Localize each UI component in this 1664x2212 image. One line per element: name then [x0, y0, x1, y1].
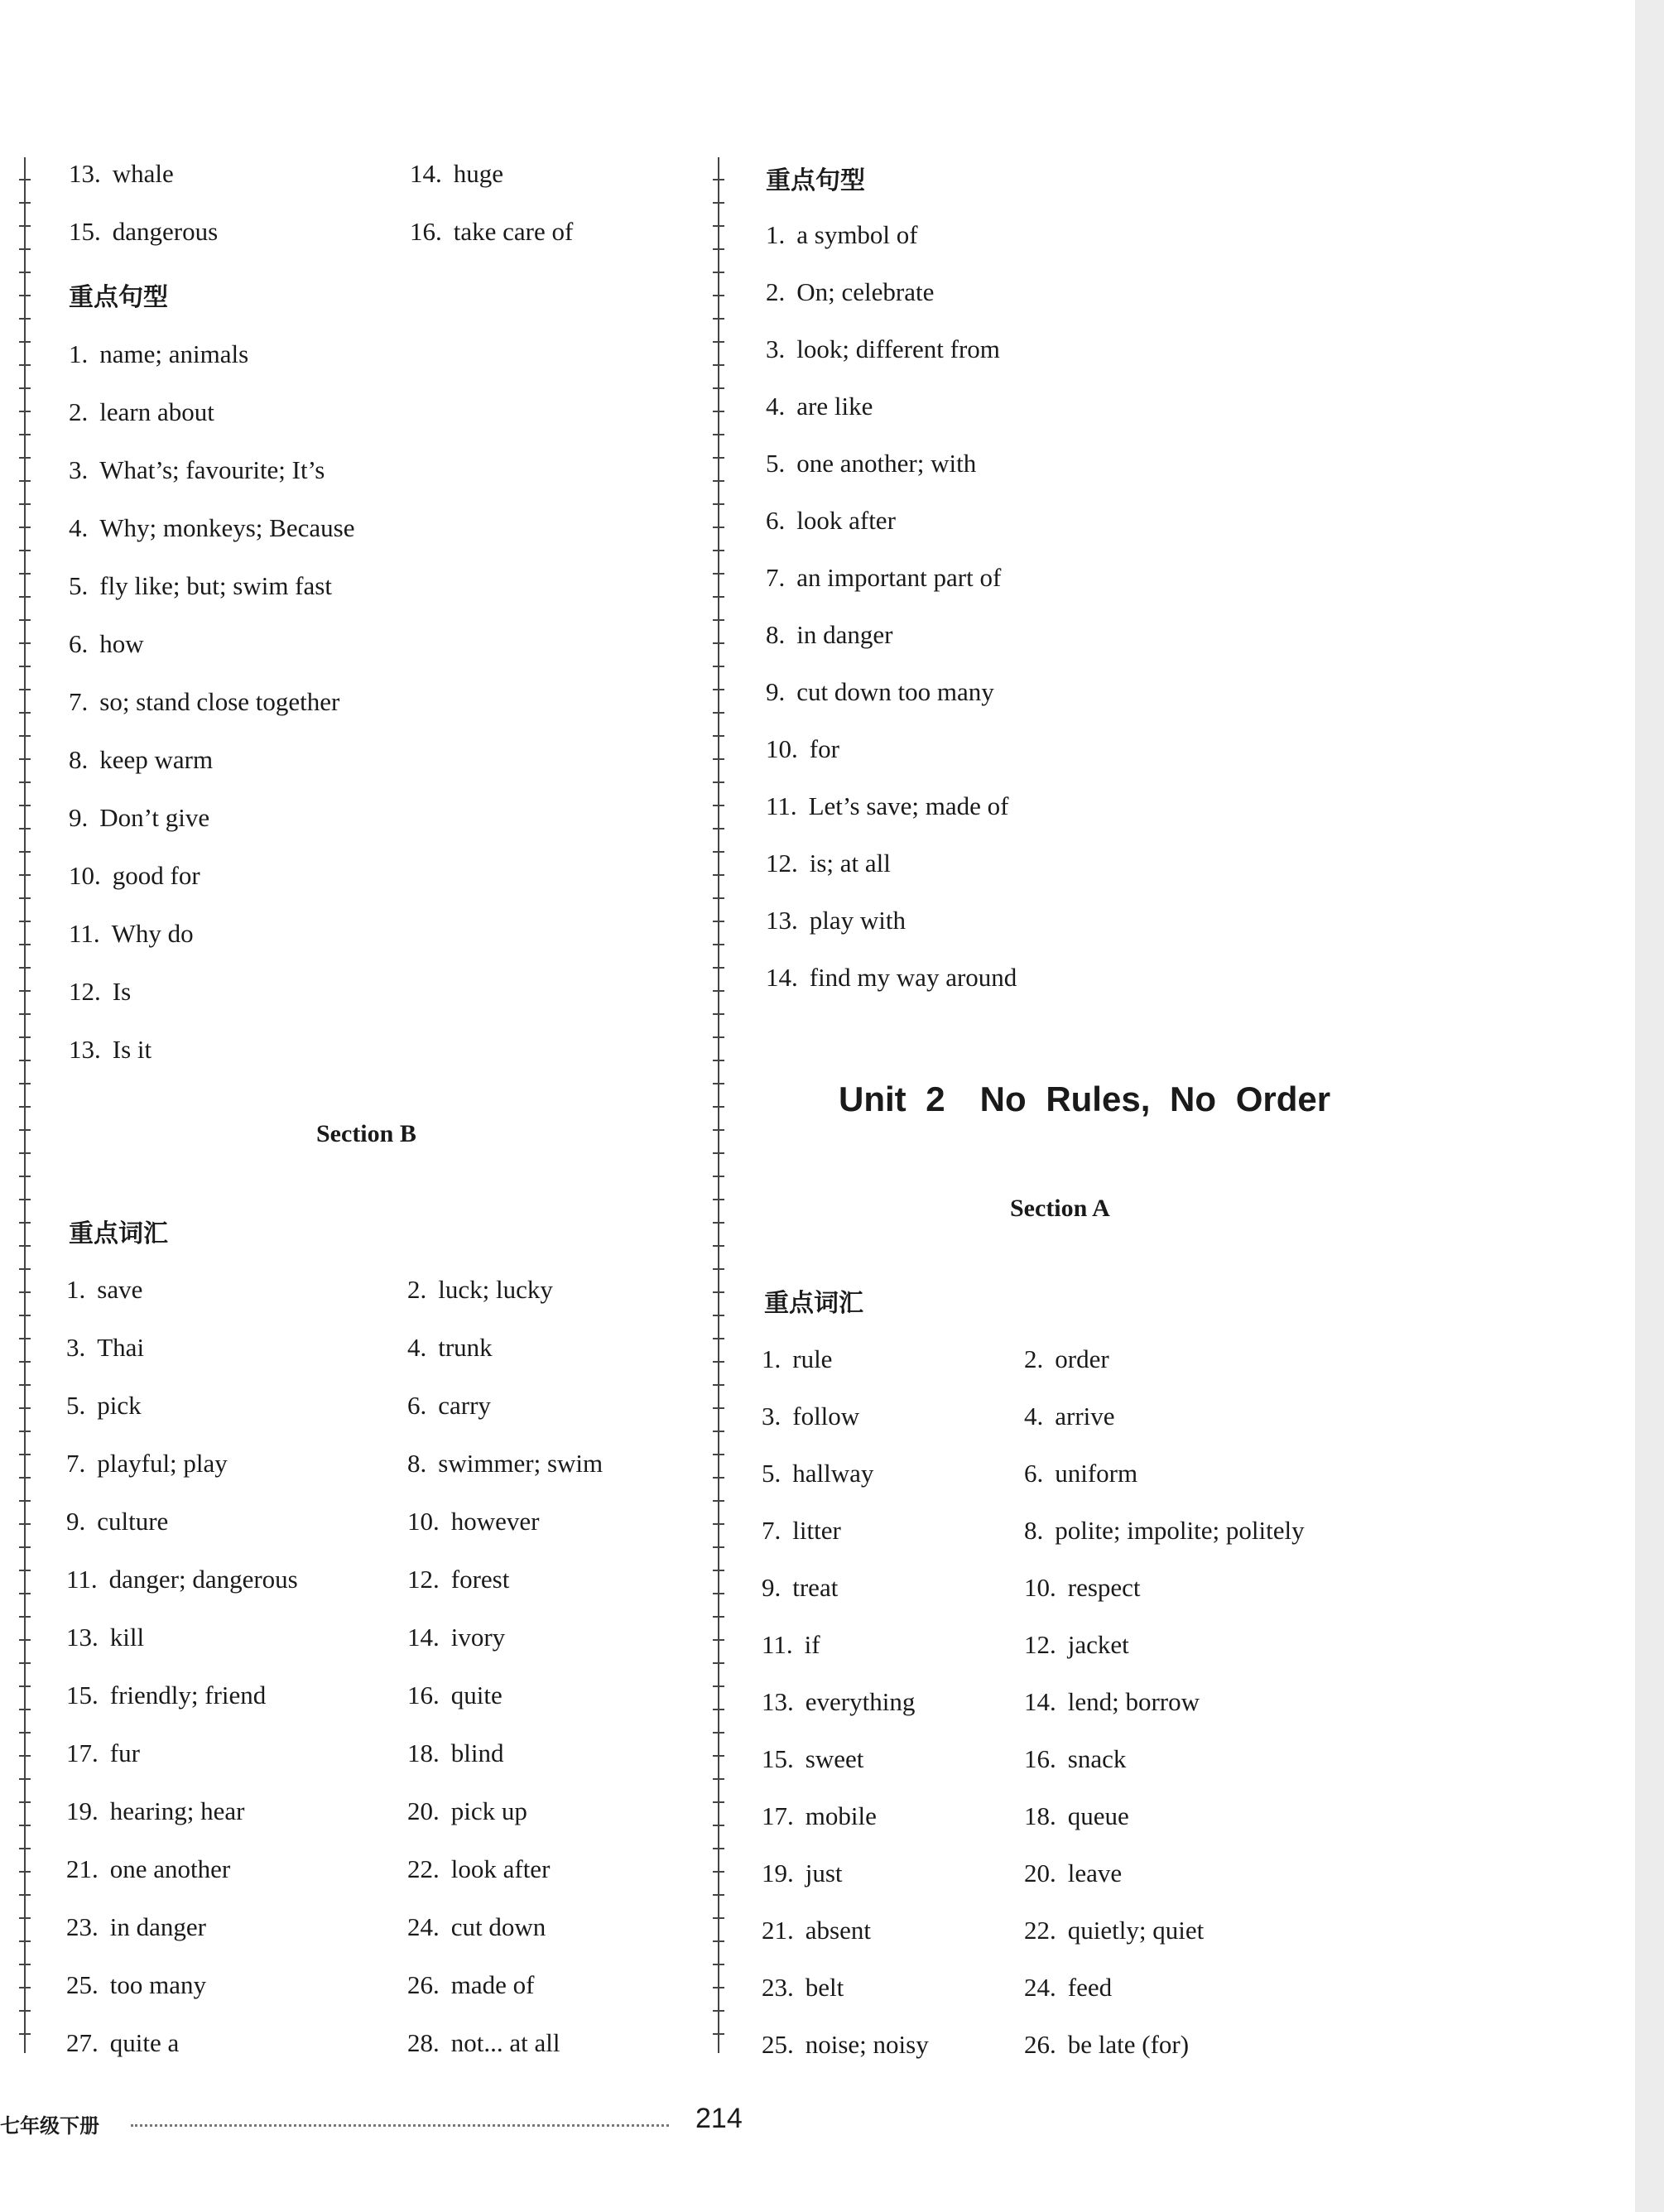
- answer-text: lend; borrow: [1067, 1687, 1200, 1716]
- answer-number: 19.: [762, 1859, 794, 1887]
- sentence-item: [766, 618, 892, 652]
- answer-text: belt: [805, 1973, 844, 2002]
- vocab-item: [66, 1505, 168, 1538]
- answer-number: 11.: [66, 1565, 98, 1594]
- vocab-item: [762, 1914, 871, 1947]
- vocab-item: [762, 2028, 929, 2061]
- answer-number: 10.: [766, 734, 798, 763]
- answer-text: On; celebrate: [796, 277, 935, 306]
- answer-number: 17.: [762, 1801, 794, 1830]
- vocab-item: [66, 2027, 179, 2060]
- vocab-item: [762, 1857, 843, 1890]
- answer-number: 13.: [69, 1035, 101, 1064]
- sentence-item: [766, 733, 839, 766]
- answer-number: 2.: [407, 1275, 427, 1304]
- vocab-item: [1024, 1400, 1115, 1433]
- answer-text: look after: [450, 1854, 551, 1883]
- sentence-item: [766, 447, 976, 480]
- answer-text: hearing; hear: [109, 1796, 245, 1825]
- answer-text: if: [804, 1630, 820, 1659]
- answer-number: 11.: [762, 1630, 793, 1659]
- answer-text: take care of: [453, 217, 574, 246]
- vocab-item: [66, 1563, 298, 1596]
- answer-text: friendly; friend: [109, 1681, 267, 1709]
- answer-text: just: [805, 1859, 843, 1887]
- answer-number: 8.: [407, 1449, 427, 1478]
- answer-text: not... at all: [450, 2028, 560, 2057]
- vocab-item: [1024, 1514, 1305, 1547]
- answer-number: 1.: [66, 1275, 86, 1304]
- section-a-title: Section A: [1010, 1195, 1110, 1222]
- answer-text: look; different from: [796, 334, 1000, 363]
- answer-number: 7.: [69, 687, 89, 716]
- sentence-item: [69, 1033, 151, 1066]
- answer-text: for: [809, 734, 839, 763]
- answer-number: 20.: [407, 1796, 440, 1825]
- answer-text: in danger: [796, 620, 893, 649]
- vocab-item: [1024, 2028, 1189, 2061]
- answer-number: 6.: [1024, 1459, 1044, 1488]
- answer-text: absent: [805, 1916, 871, 1945]
- answer-number: 22.: [1024, 1916, 1056, 1945]
- sentence-item: [69, 628, 144, 661]
- sentence-item: [766, 676, 994, 709]
- answer-text: kill: [109, 1623, 145, 1652]
- answer-number: 3.: [66, 1333, 86, 1362]
- answer-text: made of: [450, 1970, 535, 1999]
- answer-text: hallway: [792, 1459, 874, 1488]
- answer-number: 8.: [1024, 1516, 1044, 1545]
- sentence-item: [69, 570, 332, 603]
- answer-number: 11.: [766, 791, 797, 820]
- answer-number: 16.: [407, 1681, 440, 1709]
- answer-number: 14.: [1024, 1687, 1056, 1716]
- answer-number: 9.: [762, 1573, 782, 1602]
- answer-text: arrive: [1055, 1402, 1115, 1431]
- answer-number: 18.: [407, 1738, 440, 1767]
- answer-number: 3.: [762, 1402, 782, 1431]
- vocab-item: [407, 1621, 505, 1654]
- sentence-item: [69, 685, 339, 719]
- vocab-item: [762, 1514, 841, 1547]
- answer-text: Thai: [97, 1333, 145, 1362]
- answer-text: good for: [112, 861, 200, 890]
- vocab-item: [1024, 1343, 1109, 1376]
- answer-text: pick: [97, 1391, 142, 1420]
- answer-text: play with: [809, 906, 906, 935]
- vocab-item: [407, 1389, 491, 1422]
- vocab-item: [407, 1447, 603, 1480]
- answer-number: 7.: [762, 1516, 782, 1545]
- answer-text: so; stand close together: [99, 687, 340, 716]
- answer-text: cut down too many: [796, 677, 994, 706]
- answer-number: 2.: [766, 277, 786, 306]
- answer-number: 1.: [69, 339, 89, 368]
- vocab-item: [407, 1795, 527, 1828]
- sentence-item: [766, 961, 1017, 994]
- answer-number: 7.: [66, 1449, 86, 1478]
- sentence-item: [766, 219, 918, 252]
- vocab-item: [762, 1571, 838, 1604]
- vocab-item: [762, 1628, 820, 1661]
- answer-text: What’s; favourite; It’s: [99, 455, 325, 484]
- answer-number: 20.: [1024, 1859, 1056, 1887]
- answer-text: save: [97, 1275, 143, 1304]
- answer-text: noise; noisy: [805, 2030, 929, 2059]
- answer-number: 5.: [766, 449, 786, 478]
- answer-number: 24.: [1024, 1973, 1056, 2002]
- answer-text: forest: [450, 1565, 510, 1594]
- answer-text: name; animals: [99, 339, 249, 368]
- vocab-item: [66, 1621, 144, 1654]
- answer-text: whale: [112, 159, 174, 188]
- footer-dotted-leader: [131, 2124, 669, 2127]
- answer-text: quite a: [109, 2028, 180, 2057]
- answer-number: 26.: [407, 1970, 440, 1999]
- answer-text: luck; lucky: [438, 1275, 553, 1304]
- answer-number: 16.: [410, 217, 442, 246]
- vocab-item: [66, 1795, 244, 1828]
- answer-text: Let’s save; made of: [808, 791, 1009, 820]
- sentence-item: [766, 276, 934, 309]
- answer-text: pick up: [450, 1796, 527, 1825]
- left-key-sentences-heading: 重点句型: [69, 283, 168, 312]
- answer-number: 17.: [66, 1738, 99, 1767]
- answer-text: culture: [97, 1507, 169, 1536]
- vocab-item: [762, 1457, 873, 1490]
- answer-text: Don’t give: [99, 803, 210, 832]
- answer-number: 22.: [407, 1854, 440, 1883]
- answer-number: 23.: [762, 1973, 794, 2002]
- vocab-item: [410, 157, 503, 190]
- answer-text: uniform: [1055, 1459, 1138, 1488]
- answer-text: one another; with: [796, 449, 977, 478]
- middle-cut-line: [706, 157, 731, 2053]
- answer-text: playful; play: [97, 1449, 228, 1478]
- answer-number: 12.: [1024, 1630, 1056, 1659]
- vocab-item: [1024, 1457, 1137, 1490]
- vocab-item: [66, 1853, 230, 1886]
- answer-number: 13.: [69, 159, 101, 188]
- answer-text: Why do: [111, 919, 194, 948]
- answer-number: 15.: [66, 1681, 99, 1709]
- vocab-item: [407, 1679, 503, 1712]
- answer-number: 2.: [1024, 1344, 1044, 1373]
- vocab-item: [407, 2027, 560, 2060]
- answer-text: find my way around: [809, 963, 1017, 992]
- answer-number: 14.: [407, 1623, 440, 1652]
- answer-text: how: [99, 629, 144, 658]
- vocab-item: [407, 1331, 493, 1364]
- answer-text: mobile: [805, 1801, 877, 1830]
- answer-number: 7.: [766, 563, 786, 592]
- answer-number: 21.: [762, 1916, 794, 1945]
- answer-number: 8.: [69, 745, 89, 774]
- answer-number: 4.: [766, 392, 786, 421]
- answer-number: 4.: [407, 1333, 427, 1362]
- answer-text: in danger: [109, 1912, 206, 1941]
- vocab-item: [762, 1400, 859, 1433]
- answer-number: 10.: [1024, 1573, 1056, 1602]
- vocab-item: [407, 1563, 509, 1596]
- answer-text: jacket: [1067, 1630, 1129, 1659]
- answer-text: ivory: [450, 1623, 506, 1652]
- sentence-item: [69, 338, 248, 371]
- vocab-item: [66, 1911, 206, 1944]
- answer-number: 12.: [766, 849, 798, 878]
- sentence-item: [69, 396, 214, 429]
- answer-number: 5.: [762, 1459, 782, 1488]
- answer-number: 13.: [762, 1687, 794, 1716]
- vocab-item: [66, 1969, 206, 2002]
- answer-number: 9.: [766, 677, 786, 706]
- vocab-item: [66, 1447, 228, 1480]
- answer-text: is; at all: [809, 849, 891, 878]
- page-margin-strip: [1635, 0, 1664, 2212]
- sentence-item: [69, 512, 354, 545]
- answer-text: dangerous: [112, 217, 219, 246]
- answer-text: sweet: [805, 1744, 864, 1773]
- sentence-item: [766, 790, 1009, 823]
- sentence-item: [766, 390, 873, 423]
- right-key-sentences-heading: 重点句型: [766, 166, 865, 195]
- answer-text: huge: [453, 159, 504, 188]
- answer-text: Is it: [112, 1035, 152, 1064]
- answer-text: everything: [805, 1687, 916, 1716]
- vocab-item: [762, 1343, 832, 1376]
- vocab-item: [1024, 1743, 1126, 1776]
- answer-text: leave: [1067, 1859, 1123, 1887]
- answer-text: an important part of: [796, 563, 1002, 592]
- answer-number: 2.: [69, 397, 89, 426]
- answer-number: 9.: [66, 1507, 86, 1536]
- vocab-item: [66, 1679, 266, 1712]
- answer-number: 28.: [407, 2028, 440, 2057]
- vocab-item: [762, 1685, 915, 1719]
- sentence-item: [766, 333, 1000, 366]
- sentence-item: [69, 743, 213, 777]
- answer-text: be late (for): [1067, 2030, 1190, 2059]
- vocab-item: [407, 1273, 553, 1306]
- answer-number: 12.: [69, 977, 101, 1006]
- sentence-item: [766, 504, 896, 537]
- answer-text: quietly; quiet: [1067, 1916, 1205, 1945]
- footer-grade-label: 七年级下册: [0, 2114, 99, 2137]
- answer-text: keep warm: [99, 745, 214, 774]
- sentence-item: [69, 917, 194, 950]
- answer-number: 3.: [766, 334, 786, 363]
- answer-number: 26.: [1024, 2030, 1056, 2059]
- vocab-item: [1024, 1971, 1112, 2004]
- sentence-item: [69, 859, 200, 892]
- answer-text: look after: [796, 506, 896, 535]
- answer-number: 24.: [407, 1912, 440, 1941]
- sentence-item: [766, 847, 891, 880]
- answer-text: cut down: [450, 1912, 546, 1941]
- vocab-item: [1024, 1857, 1122, 1890]
- vocab-item: [1024, 1628, 1129, 1661]
- answer-number: 19.: [66, 1796, 99, 1825]
- answer-text: too many: [109, 1970, 206, 1999]
- answer-text: one another: [109, 1854, 231, 1883]
- answer-number: 27.: [66, 2028, 99, 2057]
- right-key-vocab-heading: 重点词汇: [764, 1289, 863, 1318]
- sentence-item: [69, 454, 325, 487]
- answer-number: 6.: [766, 506, 786, 535]
- vocab-item: [66, 1389, 142, 1422]
- vocab-item: [69, 157, 174, 190]
- answer-number: 9.: [69, 803, 89, 832]
- answer-number: 5.: [69, 571, 89, 600]
- answer-number: 5.: [66, 1391, 86, 1420]
- answer-number: 10.: [69, 861, 101, 890]
- section-b-title: Section B: [316, 1120, 416, 1147]
- answer-number: 8.: [766, 620, 786, 649]
- vocab-item: [762, 1743, 863, 1776]
- vocab-item: [66, 1737, 140, 1770]
- vocab-item: [407, 1505, 539, 1538]
- vocab-item: [1024, 1685, 1200, 1719]
- sentence-item: [69, 801, 209, 834]
- answer-text: trunk: [438, 1333, 493, 1362]
- vocab-item: [407, 1911, 546, 1944]
- answer-text: order: [1055, 1344, 1109, 1373]
- answer-number: 18.: [1024, 1801, 1056, 1830]
- answer-number: 3.: [69, 455, 89, 484]
- unit-title: Unit 2 No Rules, No Order: [839, 1080, 1331, 1118]
- answer-number: 6.: [407, 1391, 427, 1420]
- answer-text: carry: [438, 1391, 491, 1420]
- answer-number: 15.: [69, 217, 101, 246]
- vocab-item: [407, 1969, 534, 2002]
- answer-text: polite; impolite; politely: [1055, 1516, 1305, 1545]
- left-cut-line: [12, 157, 37, 2053]
- answer-number: 10.: [407, 1507, 440, 1536]
- vocab-item: [762, 1971, 844, 2004]
- answer-number: 25.: [66, 1970, 99, 1999]
- answer-number: 25.: [762, 2030, 794, 2059]
- answer-text: Is: [112, 977, 132, 1006]
- vocab-item: [66, 1273, 142, 1306]
- answer-number: 14.: [410, 159, 442, 188]
- answer-number: 14.: [766, 963, 798, 992]
- answer-text: swimmer; swim: [438, 1449, 604, 1478]
- vocab-item: [407, 1737, 503, 1770]
- answer-text: rule: [792, 1344, 833, 1373]
- answer-number: 23.: [66, 1912, 99, 1941]
- answer-text: feed: [1067, 1973, 1113, 2002]
- vocab-item: [69, 215, 218, 248]
- answer-text: blind: [450, 1738, 504, 1767]
- vocab-item: [762, 1800, 877, 1833]
- answer-number: 12.: [407, 1565, 440, 1594]
- answer-text: danger; dangerous: [108, 1565, 298, 1594]
- answer-number: 13.: [66, 1623, 99, 1652]
- answer-number: 4.: [1024, 1402, 1044, 1431]
- left-key-vocab-heading: 重点词汇: [69, 1219, 168, 1248]
- answer-text: treat: [792, 1573, 839, 1602]
- answer-text: snack: [1067, 1744, 1127, 1773]
- answer-number: 1.: [766, 220, 786, 249]
- answer-number: 11.: [69, 919, 100, 948]
- answer-text: Why; monkeys; Because: [99, 513, 355, 542]
- answer-text: a symbol of: [796, 220, 918, 249]
- answer-number: 15.: [762, 1744, 794, 1773]
- answer-text: fly like; but; swim fast: [99, 571, 332, 600]
- answer-text: follow: [792, 1402, 860, 1431]
- vocab-item: [1024, 1800, 1129, 1833]
- vocab-item: [1024, 1914, 1204, 1947]
- answer-number: 1.: [762, 1344, 782, 1373]
- vocab-item: [407, 1853, 550, 1886]
- vocab-item: [1024, 1571, 1141, 1604]
- answer-text: fur: [109, 1738, 140, 1767]
- sentence-item: [766, 561, 1001, 594]
- answer-number: 6.: [69, 629, 89, 658]
- vocab-item: [66, 1331, 144, 1364]
- vocab-item: [410, 215, 573, 248]
- answer-text: however: [450, 1507, 540, 1536]
- answer-number: 21.: [66, 1854, 99, 1883]
- answer-text: quite: [450, 1681, 503, 1709]
- answer-text: respect: [1067, 1573, 1141, 1602]
- answer-number: 4.: [69, 513, 89, 542]
- answer-text: queue: [1067, 1801, 1129, 1830]
- answer-number: 16.: [1024, 1744, 1056, 1773]
- answer-text: learn about: [99, 397, 214, 426]
- sentence-item: [766, 904, 906, 937]
- page-number: 214: [695, 2103, 743, 2134]
- answer-number: 13.: [766, 906, 798, 935]
- answer-text: are like: [796, 392, 873, 421]
- sentence-item: [69, 975, 131, 1008]
- answer-text: litter: [792, 1516, 841, 1545]
